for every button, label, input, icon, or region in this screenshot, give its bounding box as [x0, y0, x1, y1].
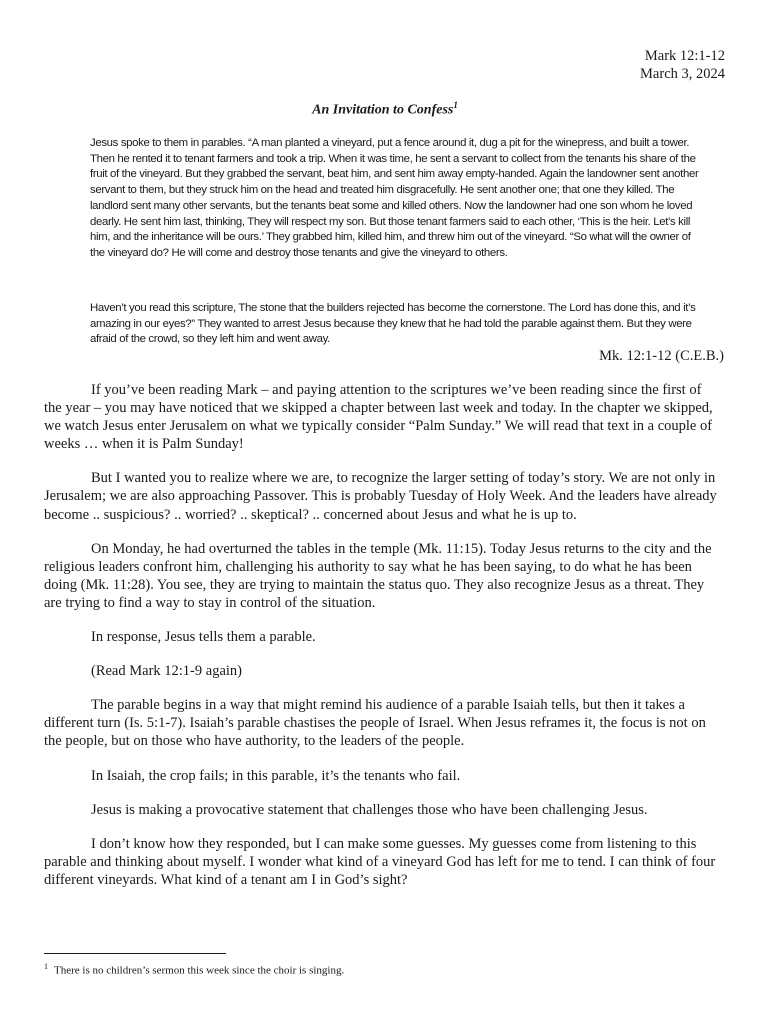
body-paragraph: Jesus is making a provocative statement that challenges those who have been challenging Jesus.	[91, 801, 648, 818]
body-paragraph: But I wanted you to realize where we are, to recognize the larger setting of today’s story. We are not only in Jerusalem; we are also approaching Passover. This is probably Tuesday of Holy Week. And the leaders have already become .. suspicious? .. worried? .. skeptical? .. concerned about Jesus and what he is up to.	[44, 470, 717, 523]
footnote-mark: 1	[44, 962, 48, 971]
body-paragraph: If you’ve been reading Mark – and paying attention to the scriptures we’ve been reading since the first of the year – you may have noticed that we skipped a chapter between last week and today. In the chapter we skipped, we watch Jesus enter Jerusalem on what we typically consider “Palm Sunday.” We will read that text in a couple of weeks … when it is Palm Sunday!	[44, 382, 713, 453]
body-paragraph: I don’t know how they responded, but I can make some guesses. My guesses come from listening to this parable and thinking about myself. I wonder what kind of a vineyard God has left for me to tend. I can think of four different vineyards. What kind of a tenant am I in God’s sight?	[44, 835, 716, 888]
body-paragraph: (Read Mark 12:1-9 again)	[91, 663, 242, 680]
footnote-reference: 1	[453, 100, 458, 110]
body-paragraph: On Monday, he had overturned the tables in the temple (Mk. 11:15). Today Jesus returns to the city and the religious leaders confront him, challenging his authority to say what he has been saying, to do what he has been doing (Mk. 11:28). You see, they are trying to maintain the status quo. They also recognize Jesus as a threat. They are trying to find a way to stay in control of the situation.	[44, 540, 712, 611]
body-paragraph: In response, Jesus tells them a parable.	[91, 629, 316, 646]
body-paragraph: In Isaiah, the crop fails; in this parable, it’s the tenants who fail.	[91, 767, 461, 784]
scripture-paragraph-1: Jesus spoke to them in parables. “A man planted a vineyard, put a fence around it, dug a pit for the winepress, and built a tower. Then he rented it to tenant farmers and took a trip. When it was time, he sent a servant to collect from the tenants his share of the fruit of the vineyard. But they grabbed the servant, beat him, and sent him away empty-handed. Again the landowner sent another servant to them, but they struck him on the head and treated him disgracefully. He sent another one; that one they killed. The landlord sent many other servants, but the tenants beat some and killed others. Now the landowner had one son whom he loved dearly. He sent him last, thinking, They will respect my son. But those tenant farmers said to each other, ‘This is the heir. Let’s kill him, and the inheritance will be ours.’ They grabbed him, killed him, and threw him out of the vineyard. “So what will the owner of the vineyard do? He will come and destroy those tenants and give the vineyard to others.	[90, 137, 699, 259]
scripture-paragraph-2: Haven’t you read this scripture, The stone that the builders rejected has become the cornerstone. The Lord has done this, and it’s amazing in our eyes?” They wanted to arrest Jesus because they knew that he had told the parable against them. But they were afraid of the crowd, so they left him and went away.	[90, 302, 696, 346]
scripture-reference: Mark 12:1-12	[644, 48, 725, 64]
footnote	[44, 962, 344, 977]
footnote-text: There is no children’s sermon this week since the choir is singing.	[54, 964, 345, 977]
document-header	[640, 47, 725, 83]
scripture-citation: Mk. 12:1-12 (C.E.B.)	[599, 348, 724, 364]
sermon-body	[44, 381, 720, 905]
footnote-divider	[44, 953, 226, 954]
sermon-title-text: An Invitation to Confess	[312, 102, 454, 118]
body-paragraph: The parable begins in a way that might remind his audience of a parable Isaiah tells, but then it takes a different turn (Is. 5:1-7). Isaiah’s parable chastises the people of Israel. When Jesus reframes it, the focus is not on the people, but on those who have authority, to the leaders of the people.	[44, 697, 706, 750]
sermon-title	[0, 100, 770, 119]
sermon-date: March 3, 2024	[640, 66, 725, 82]
